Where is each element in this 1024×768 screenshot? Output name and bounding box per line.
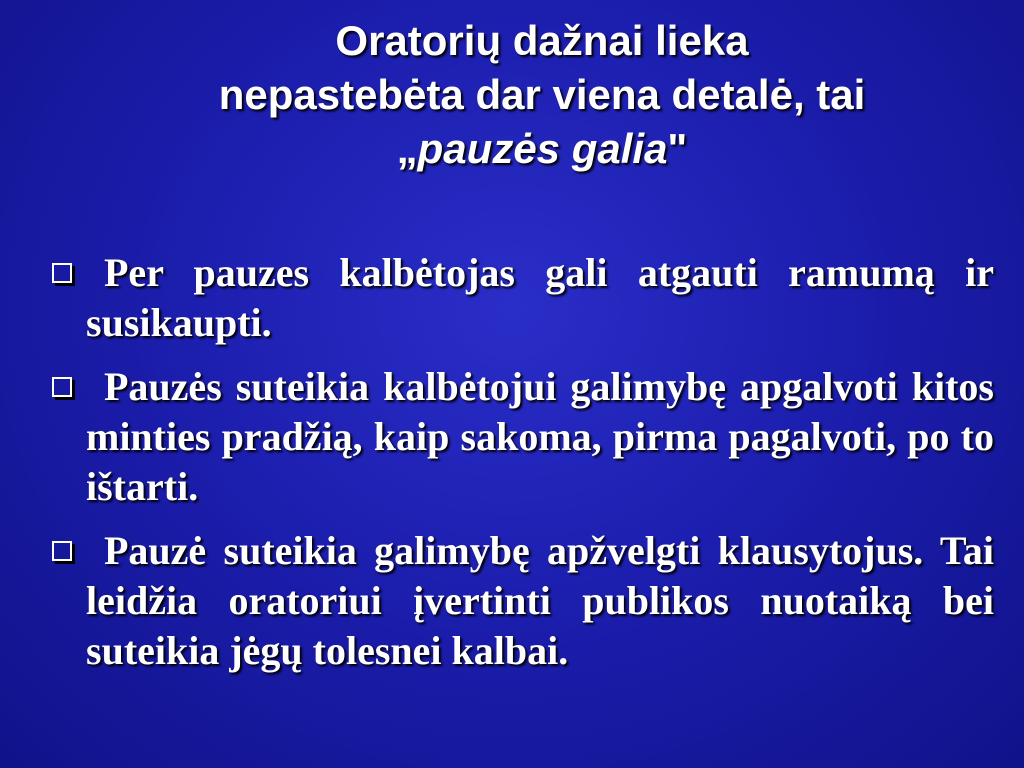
title-line-3	[60, 122, 1024, 176]
title-line-2: nepastebėta dar viena detalė, tai	[218, 71, 866, 118]
bullet-item	[48, 248, 994, 348]
checkbox-bullet-icon	[52, 377, 72, 397]
bullet-item	[48, 526, 994, 676]
title-line-1: Oratorių dažnai lieka	[335, 17, 749, 64]
title-open-quote: „	[396, 125, 418, 172]
bullet-list	[48, 248, 994, 690]
title-emphasis: pauzės galia	[417, 125, 668, 172]
title-close-quote: "	[667, 125, 688, 172]
slide-title	[60, 14, 1024, 176]
checkbox-bullet-icon	[52, 541, 72, 561]
bullet-text: Per pauzes kalbėtojas gali atgauti ramumą ir susikaupti.	[86, 250, 994, 345]
bullet-item	[48, 362, 994, 512]
bullet-text: Pauzės suteikia kalbėtojui galimybę apgalvoti kitos minties pradžią, kaip sakoma, pirma pagalvoti, po to ištarti.	[86, 364, 994, 509]
bullet-text: Pauzė suteikia galimybę apžvelgti klausytojus. Tai leidžia oratoriui įvertinti publikos nuotaiką bei suteikia jėgų tolesnei kalbai.	[86, 528, 994, 673]
checkbox-bullet-icon	[52, 263, 72, 283]
